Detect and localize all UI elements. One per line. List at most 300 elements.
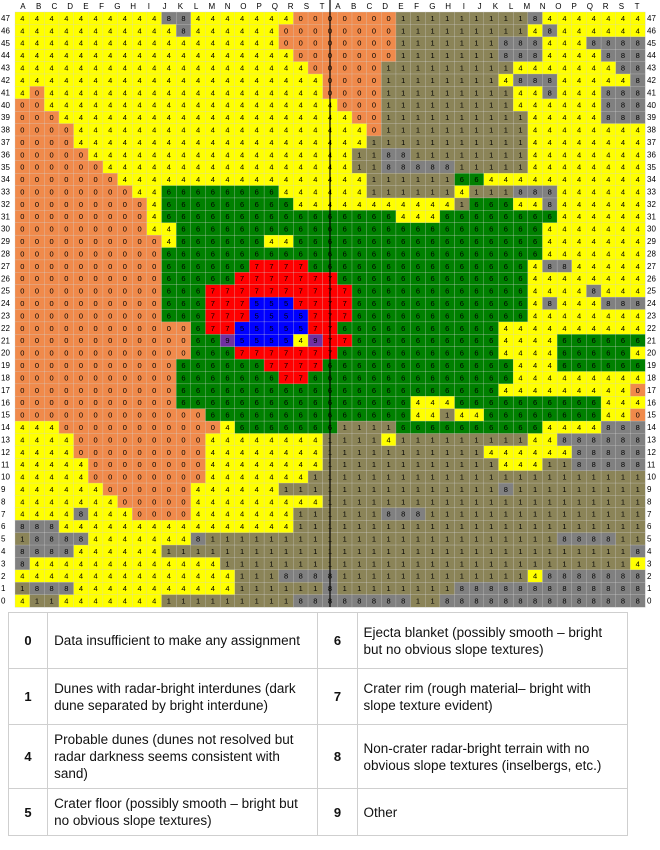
grid-cell-value: 1 [401, 435, 406, 445]
grid-cell [425, 24, 440, 37]
grid-cell [30, 297, 45, 310]
grid-cell-value: 1 [474, 447, 479, 457]
grid-cell-value: 1 [474, 534, 479, 544]
grid-cell [425, 297, 440, 310]
grid-cell [191, 545, 206, 558]
grid-cell [484, 248, 499, 261]
grid-cell [455, 545, 470, 558]
grid-cell [484, 471, 499, 484]
grid-cell-value: 4 [283, 162, 289, 172]
grid-cell-value: 4 [547, 422, 552, 432]
row-label-right: 34 [647, 175, 656, 185]
grid-cell-value: 4 [210, 522, 215, 532]
grid-cell-value: 1 [459, 100, 464, 110]
grid-cell [381, 446, 396, 459]
grid-cell [498, 421, 513, 434]
grid-cell [542, 235, 557, 248]
grid-cell [352, 371, 367, 384]
grid-cell-value: 4 [562, 63, 567, 73]
grid-cell-value: 4 [152, 125, 157, 135]
grid-cell [118, 86, 133, 99]
grid-cell-value: 4 [620, 398, 626, 408]
grid-cell-value: 0 [342, 13, 347, 23]
grid-cell [132, 371, 147, 384]
grid-cell [293, 458, 308, 471]
grid-cell-value: 6 [415, 237, 420, 247]
grid-cell-value: 4 [635, 162, 640, 172]
grid-cell [279, 570, 294, 583]
grid-cell [249, 198, 264, 211]
grid-cell [572, 421, 587, 434]
grid-cell [132, 533, 147, 546]
grid-cell-value: 6 [401, 224, 406, 234]
grid-cell [103, 582, 118, 595]
grid-cell-value: 4 [313, 125, 318, 135]
grid-cell [118, 471, 133, 484]
grid-cell-value: 4 [591, 224, 596, 234]
grid-cell-value: 1 [415, 125, 420, 135]
grid-cell [337, 74, 352, 87]
grid-cell [235, 421, 250, 434]
grid-cell [557, 334, 572, 347]
grid-cell [249, 446, 264, 459]
grid-cell [440, 173, 455, 186]
grid-cell [425, 272, 440, 285]
grid-cell-value: 6 [371, 323, 377, 333]
grid-cell [191, 297, 206, 310]
grid-cell [455, 24, 470, 37]
grid-cell-value: 1 [503, 63, 508, 73]
column-label: E [398, 2, 404, 11]
grid-cell [74, 49, 89, 62]
grid-cell-value: 1 [445, 113, 450, 123]
grid-cell [176, 545, 191, 558]
grid-cell [469, 396, 484, 409]
grid-cell-value: 4 [225, 150, 230, 160]
grid-cell [191, 260, 206, 273]
grid-cell-value: 1 [445, 150, 450, 160]
grid-cell [381, 297, 396, 310]
grid-cell-value: 4 [518, 88, 523, 98]
grid-cell [103, 248, 118, 261]
grid-cell [411, 173, 426, 186]
grid-cell [513, 533, 528, 546]
grid-cell-value: 6 [342, 373, 347, 383]
grid-cell [469, 384, 484, 397]
grid-cell-value: 4 [430, 199, 435, 209]
grid-cell-value: 4 [49, 559, 54, 569]
grid-cell [118, 186, 133, 199]
grid-cell-value: 0 [108, 472, 113, 482]
grid-cell-value: 0 [386, 13, 391, 23]
grid-cell [132, 49, 147, 62]
grid-cell-value: 4 [533, 100, 538, 110]
grid-cell-value: 1 [474, 559, 479, 569]
grid-cell [74, 582, 89, 595]
grid-cell [30, 495, 45, 508]
column-label: G [114, 2, 121, 11]
grid-cell [279, 458, 294, 471]
grid-cell-value: 0 [78, 224, 84, 234]
grid-cell-value: 1 [386, 447, 391, 457]
grid-cell-value: 6 [240, 199, 245, 209]
grid-cell [249, 223, 264, 236]
grid-cell-value: 6 [430, 311, 435, 321]
grid-cell [30, 471, 45, 484]
grid-cell [44, 433, 59, 446]
grid-cell-value: 1 [401, 571, 406, 581]
grid-cell-value: 4 [562, 286, 567, 296]
grid-cell-value: 4 [210, 113, 215, 123]
grid-cell [30, 347, 45, 360]
grid-cell [572, 74, 587, 87]
grid-cell-value: 4 [137, 100, 142, 110]
grid-cell [191, 334, 206, 347]
grid-cell-value: 6 [401, 261, 406, 271]
grid-cell-value: 7 [298, 286, 303, 296]
grid-cell [411, 471, 426, 484]
grid-cell-value: 6 [166, 274, 171, 284]
grid-cell-value: 1 [474, 472, 479, 482]
grid-cell-value: 4 [503, 460, 508, 470]
grid-cell-value: 8 [34, 522, 40, 532]
grid-cell-value: 4 [93, 522, 98, 532]
grid-cell-value: 4 [166, 150, 171, 160]
grid-cell-value: 0 [93, 299, 98, 308]
column-label: S [303, 2, 310, 11]
grid-cell [513, 557, 528, 570]
grid-cell [542, 124, 557, 137]
grid-cell [118, 210, 133, 223]
grid-cell [191, 322, 206, 335]
grid-cell [498, 508, 513, 521]
grid-cell-value: 4 [181, 534, 186, 544]
grid-cell-value: 0 [34, 410, 40, 420]
grid-cell-value: 4 [20, 571, 25, 581]
grid-cell-value: 6 [283, 249, 289, 259]
grid-cell-value: 0 [137, 484, 142, 494]
column-label: Q [586, 2, 593, 11]
grid-cell [352, 384, 367, 397]
grid-cell [308, 297, 323, 310]
grid-cell-value: 4 [152, 88, 157, 98]
grid-cell-value: 1 [445, 51, 450, 61]
grid-cell [220, 210, 235, 223]
grid-cell [484, 74, 499, 87]
grid-cell-value: 6 [591, 360, 596, 370]
grid-cell-value: 4 [547, 323, 552, 333]
grid-cell [118, 384, 133, 397]
grid-cell-value: 4 [152, 534, 157, 544]
grid-cell [440, 409, 455, 422]
grid-cell-value: 1 [474, 113, 479, 123]
grid-cell-value: 8 [78, 534, 84, 544]
grid-cell [118, 446, 133, 459]
grid-cell [176, 24, 191, 37]
grid-cell [205, 210, 220, 223]
grid-cell [147, 173, 162, 186]
grid-cell-value: 4 [152, 522, 157, 532]
grid-cell-value: 4 [635, 249, 640, 259]
grid-cell-value: 1 [342, 522, 347, 532]
grid-cell-value: 4 [283, 435, 289, 445]
grid-cell [601, 557, 616, 570]
grid-cell [293, 272, 308, 285]
row-label-right: 38 [647, 125, 656, 135]
grid-cell [498, 310, 513, 323]
grid-cell-value: 4 [64, 51, 69, 61]
grid-cell-value: 6 [474, 348, 479, 358]
row-label-left: 15 [1, 410, 10, 420]
grid-cell-value: 4 [635, 199, 640, 209]
grid-cell-value: 4 [78, 88, 84, 98]
grid-cell [30, 582, 45, 595]
grid-cell-value: 4 [591, 13, 596, 23]
grid-cell [367, 384, 382, 397]
grid-cell-value: 7 [298, 360, 303, 370]
grid-cell-value: 0 [137, 286, 142, 296]
grid-cell [616, 384, 631, 397]
grid-cell-value: 4 [210, 447, 215, 457]
grid-cell [586, 384, 601, 397]
grid-cell-value: 6 [283, 398, 289, 408]
grid-cell-value: 0 [137, 410, 142, 420]
grid-cell-value: 6 [401, 299, 406, 308]
grid-cell-value: 6 [371, 336, 377, 346]
grid-cell-value: 4 [620, 237, 626, 247]
grid-cell [249, 24, 264, 37]
grid-cell-value: 4 [606, 261, 611, 271]
grid-cell [103, 446, 118, 459]
row-label-left: 16 [1, 398, 10, 408]
grid-cell [440, 210, 455, 223]
grid-cell-value: 4 [313, 175, 318, 185]
grid-cell [162, 421, 177, 434]
grid-cell [484, 570, 499, 583]
grid-cell [337, 49, 352, 62]
grid-cell [249, 322, 264, 335]
grid-cell-value: 6 [166, 261, 171, 271]
grid-cell-value: 0 [357, 13, 362, 23]
grid-cell-value: 4 [620, 26, 626, 36]
grid-cell-value: 1 [371, 509, 377, 519]
grid-cell-value: 7 [269, 261, 274, 271]
grid-cell [469, 557, 484, 570]
grid-cell [235, 483, 250, 496]
grid-cell [586, 173, 601, 186]
grid-cell [15, 297, 30, 310]
grid-cell [352, 111, 367, 124]
column-label: T [319, 2, 325, 11]
row-label-right: 39 [647, 113, 656, 123]
grid-cell [484, 99, 499, 112]
grid-cell-value: 4 [547, 373, 552, 383]
grid-cell [469, 359, 484, 372]
grid-cell-value: 4 [635, 187, 640, 197]
grid-cell-value: 0 [635, 410, 640, 420]
grid-cell-value: 8 [386, 162, 391, 172]
grid-cell [176, 310, 191, 323]
grid-cell-value: 8 [620, 447, 626, 457]
grid-cell-value: 0 [20, 137, 25, 147]
grid-cell [513, 359, 528, 372]
grid-cell-value: 0 [152, 422, 157, 432]
grid-cell-value: 6 [503, 274, 508, 284]
grid-cell [220, 235, 235, 248]
grid-cell [367, 582, 382, 595]
grid-cell-value: 1 [459, 559, 464, 569]
grid-cell [572, 310, 587, 323]
grid-cell-value: 4 [108, 137, 113, 147]
grid-cell-value: 6 [313, 422, 318, 432]
grid-cell-value: 4 [240, 13, 245, 23]
grid-cell-value: 1 [489, 435, 494, 445]
grid-cell [44, 37, 59, 50]
grid-cell-value: 4 [503, 75, 508, 85]
grid-cell-value: 4 [562, 150, 567, 160]
grid-cell-value: 8 [49, 534, 54, 544]
grid-cell [396, 533, 411, 546]
grid-cell-value: 6 [181, 224, 186, 234]
grid-cell-value: 4 [547, 447, 552, 457]
grid-cell-value: 0 [20, 261, 25, 271]
grid-cell [103, 334, 118, 347]
grid-cell-value: 6 [225, 249, 230, 259]
grid-cell-value: 4 [547, 113, 552, 123]
grid-cell-value: 1 [474, 100, 479, 110]
grid-cell [630, 384, 645, 397]
grid-cell-value: 1 [313, 472, 318, 482]
grid-cell [469, 12, 484, 25]
grid-cell [352, 297, 367, 310]
grid-cell [542, 148, 557, 161]
grid-cell [118, 37, 133, 50]
column-label: K [177, 2, 184, 11]
grid-cell [132, 297, 147, 310]
grid-cell [59, 409, 74, 422]
grid-cell-value: 6 [357, 249, 362, 259]
grid-cell [30, 86, 45, 99]
grid-cell [542, 322, 557, 335]
grid-cell-value: 4 [166, 224, 171, 234]
grid-cell [601, 595, 616, 608]
grid-cell-value: 4 [576, 249, 582, 259]
grid-cell-value: 1 [371, 162, 377, 172]
grid-cell [279, 136, 294, 149]
grid-cell-value: 6 [489, 274, 494, 284]
grid-cell [616, 248, 631, 261]
grid-cell [396, 359, 411, 372]
grid-cell [367, 570, 382, 583]
grid-cell [367, 545, 382, 558]
grid-cell-value: 4 [122, 75, 127, 85]
grid-cell-value: 6 [415, 373, 420, 383]
grid-cell [249, 433, 264, 446]
grid-cell [44, 384, 59, 397]
grid-cell [381, 186, 396, 199]
grid-cell [44, 557, 59, 570]
grid-cell-value: 1 [620, 534, 626, 544]
grid-cell [264, 62, 279, 75]
grid-cell [88, 248, 103, 261]
grid-cell-value: 1 [342, 484, 347, 494]
row-label-right: 28 [647, 249, 656, 259]
grid-cell [293, 520, 308, 533]
row-label-right: 22 [647, 323, 656, 333]
grid-cell [220, 173, 235, 186]
grid-cell [308, 471, 323, 484]
grid-cell-value: 6 [342, 360, 347, 370]
grid-cell [484, 148, 499, 161]
grid-cell-value: 0 [298, 26, 303, 36]
grid-cell-value: 4 [49, 435, 54, 445]
grid-cell-value: 0 [20, 385, 25, 395]
grid-cell [279, 210, 294, 223]
grid-cell [498, 520, 513, 533]
grid-cell-value: 0 [64, 261, 69, 271]
grid-cell-value: 4 [503, 348, 508, 358]
grid-cell-value: 4 [49, 88, 54, 98]
grid-cell [30, 570, 45, 583]
grid-cell-value: 4 [342, 199, 347, 209]
grid-cell [484, 161, 499, 174]
grid-cell [455, 210, 470, 223]
grid-cell [103, 260, 118, 273]
grid-cell-value: 1 [503, 497, 508, 507]
grid-cell-value: 6 [489, 385, 494, 395]
grid-cell [205, 520, 220, 533]
grid-cell [15, 260, 30, 273]
grid-cell-value: 4 [254, 472, 259, 482]
grid-cell [220, 49, 235, 62]
grid-cell-value: 1 [533, 484, 538, 494]
grid-cell [132, 124, 147, 137]
grid-cell [513, 384, 528, 397]
grid-cell-value: 6 [342, 410, 347, 420]
grid-cell [396, 508, 411, 521]
grid-cell [59, 62, 74, 75]
grid-cell-value: 0 [357, 88, 362, 98]
grid-cell [455, 533, 470, 546]
grid-cell [469, 248, 484, 261]
grid-cell [411, 347, 426, 360]
grid-cell-value: 0 [152, 447, 157, 457]
grid-cell-value: 4 [591, 51, 596, 61]
grid-cell [249, 99, 264, 112]
grid-cell-value: 1 [503, 187, 508, 197]
grid-cell-value: 0 [78, 249, 84, 259]
grid-cell [44, 520, 59, 533]
grid-cell [528, 186, 543, 199]
grid-cell [381, 582, 396, 595]
grid-cell [220, 334, 235, 347]
grid-cell-value: 8 [547, 584, 552, 594]
grid-cell [59, 533, 74, 546]
grid-cell [337, 248, 352, 261]
grid-cell [147, 557, 162, 570]
grid-cell [162, 483, 177, 496]
grid-cell [381, 495, 396, 508]
grid-cell [572, 124, 587, 137]
grid-cell-value: 7 [298, 299, 303, 308]
grid-cell [88, 223, 103, 236]
grid-cell-value: 8 [620, 88, 626, 98]
grid-cell [132, 198, 147, 211]
grid-cell-value: 6 [313, 237, 318, 247]
grid-cell-value: 1 [357, 162, 362, 172]
grid-cell [381, 148, 396, 161]
grid-cell [88, 570, 103, 583]
